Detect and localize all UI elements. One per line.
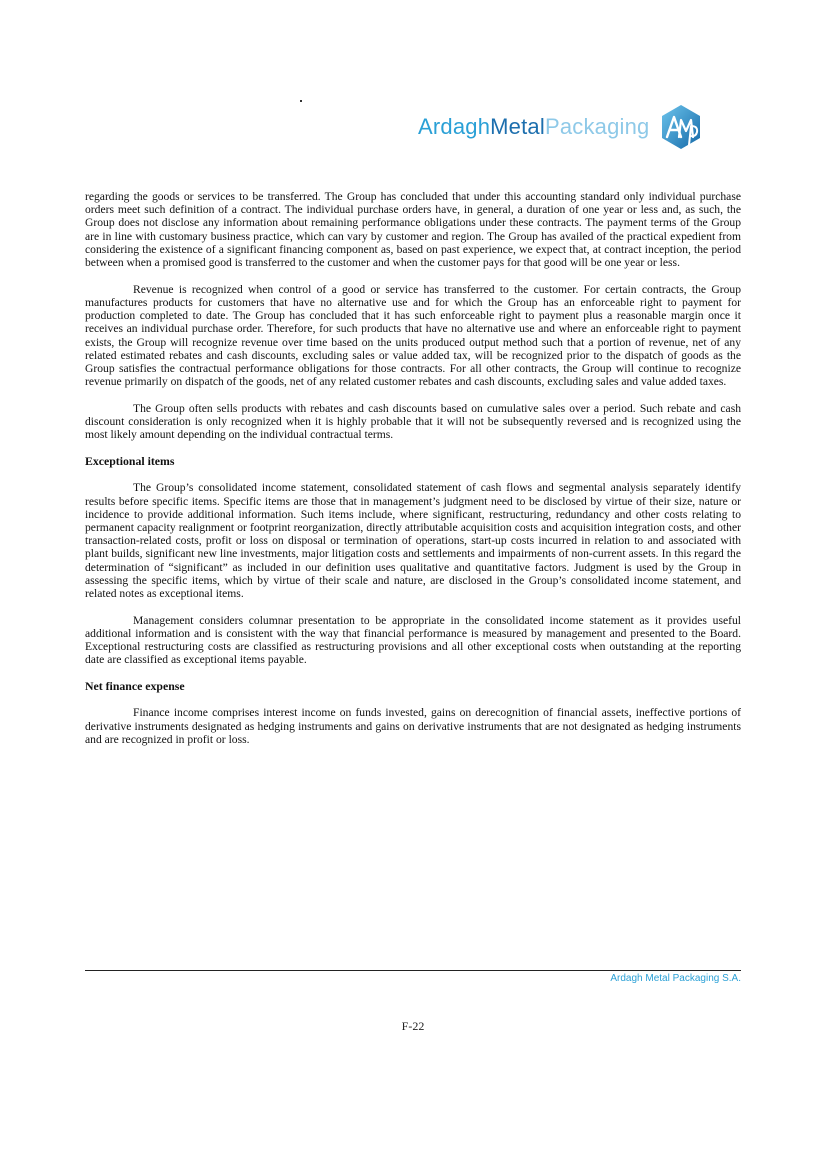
paragraph-finance-income: Finance income comprises interest income on funds invested, gains on derecognition of financial assets, ineffective portions of derivative instruments designated as hedging instruments and gains on derivative instruments that are not designated as hedging instruments and are recognized in profit or loss. — [85, 706, 741, 746]
stray-mark — [300, 100, 302, 102]
paragraph-revenue-recognition: Revenue is recognized when control of a good or service has transferred to the customer. For certain contracts, the Group manufactures products for customers that have no alternative use and for which the Group has an enforceable right to payment for production completed to date. The Group has concluded that it has such enforceable right to payment plus a reasonable margin once it receives an individual purchase order. Therefore, for such products that have no alternative use and where an enforceable right to payment exists, the Group will recognize revenue over time based on the units produced output method such that a portion of revenue, net of any related estimated rebates and cash discounts, excluding sales or value added tax, will be recognized prior to the dispatch of goods as the Group satisfies the contractual performance obligations for those contracts. For all other contracts, the Group will continue to recognize revenue primarily on dispatch of the goods, net of any related customer rebates and cash discounts, excluding sales and value added taxes. — [85, 282, 741, 389]
paragraph-rebates: The Group often sells products with rebates and cash discounts based on cumulative sales over a period. Such rebate and cash discount consideration is only recognized when it is highly probable that it will not be subsequently reversed and is recognized using the most likely amount depending on the individual contractual terms. — [85, 402, 741, 442]
logo-word-metal: Metal — [490, 114, 545, 139]
paragraph-contract-definition: regarding the goods or services to be transferred. The Group has concluded that under this accounting standard only individual purchase orders meet such definition of a contract. The individual purchase orders have, in general, a duration of one year or less and, as such, the Group does not disclose any information about remaining performance obligations under these contracts. The payment terms of the Group are in line with customary business practice, which can vary by customer and region. The Group has availed of the practical expedient from considering the existence of a significant financing component as, based on past experience, we expect that, at contract inception, the period between when a promised good is transferred to the customer and when the customer pays for that good will be one year or less. — [85, 190, 741, 270]
heading-exceptional-items: Exceptional items — [85, 454, 175, 469]
amp-emblem-icon — [658, 104, 704, 150]
logo-wordmark — [418, 114, 650, 140]
paragraph-columnar-presentation: Management considers columnar presentation to be appropriate in the consolidated income statement as it provides useful additional information and is consistent with the way that financial performance is measured by management and presented to the Board. Exceptional restructuring costs are classified as restructuring provisions and all other exceptional costs when outstanding at the reporting date are classified as exceptional items payable. — [85, 613, 741, 667]
footer-divider — [85, 970, 741, 971]
heading-net-finance-expense: Net finance expense — [85, 679, 185, 694]
logo-word-ardagh: Ardagh — [418, 114, 491, 139]
logo-word-packaging: Packaging — [544, 114, 650, 139]
footer-company-name: Ardagh Metal Packaging S.A. — [610, 973, 741, 984]
company-logo — [418, 104, 704, 150]
document-body — [85, 190, 741, 760]
paragraph-specific-items: The Group’s consolidated income statement, consolidated statement of cash flows and segmental analysis separately identify results before specific items. Specific items are those that in management’s judgment need to be disclosed by virtue of their size, nature or incidence to provide additional information. Such items include, where significant, restructuring, redundancy and other costs relating to permanent capacity realignment or footprint reorganization, directly attributable acquisition costs and acquisition integration costs, and other transaction-related costs, profit or loss on disposal or termination of operations, start-up costs incurred in relation to and associated with plant builds, significant new line investments, major litigation costs and settlements and impairments of non-current assets. In this regard the determination of “significant” as included in our definition uses qualitative and quantitative factors. Judgment is used by the Group in assessing the specific items, which by virtue of their scale and nature, are disclosed in the Group’s consolidated income statement, and related notes as exceptional items. — [85, 481, 741, 601]
page-number: F-22 — [401, 1019, 425, 1033]
